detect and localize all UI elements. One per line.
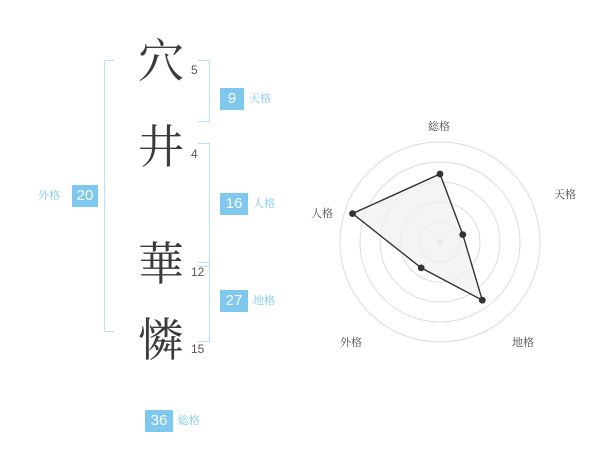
kanji-2: 井 — [138, 120, 184, 174]
kanji-1-strokes: 5 — [191, 63, 198, 77]
kanji-4-strokes: 15 — [191, 342, 205, 356]
jinkaku-bracket — [198, 143, 210, 267]
radar-chart-svg — [300, 0, 600, 470]
soukaku-badge: 36 — [145, 410, 173, 432]
name-strokes-diagram — [0, 0, 300, 470]
kanji-4: 憐 — [138, 313, 184, 367]
kanji-1: 穴 — [138, 34, 184, 88]
axis-label-gaikaku: 外格 — [340, 336, 362, 349]
outer-kaku-label: 外格 — [38, 189, 60, 202]
tenkaku-badge: 9 — [220, 88, 244, 110]
soukaku-label: 総格 — [178, 414, 200, 427]
axis-label-tenkaku: 天格 — [554, 188, 576, 201]
kanji-3: 華 — [138, 237, 184, 291]
tenkaku-label: 天格 — [249, 92, 271, 105]
outer-kaku-bracket — [104, 60, 114, 332]
radar-chart — [300, 0, 600, 470]
axis-label-chikaku: 地格 — [512, 336, 534, 349]
axis-label-jinkaku: 人格 — [311, 207, 333, 220]
chikaku-bracket — [198, 262, 210, 342]
jinkaku-badge: 16 — [220, 193, 248, 215]
chikaku-label: 地格 — [253, 294, 275, 307]
outer-kaku-badge: 20 — [72, 185, 98, 207]
chikaku-badge: 27 — [220, 290, 248, 312]
axis-label-soukaku: 総格 — [428, 120, 450, 133]
tenkaku-bracket — [198, 60, 210, 122]
jinkaku-label: 人格 — [253, 197, 275, 210]
kanji-2-strokes: 4 — [191, 147, 198, 161]
kanji-3-strokes: 12 — [191, 265, 205, 279]
